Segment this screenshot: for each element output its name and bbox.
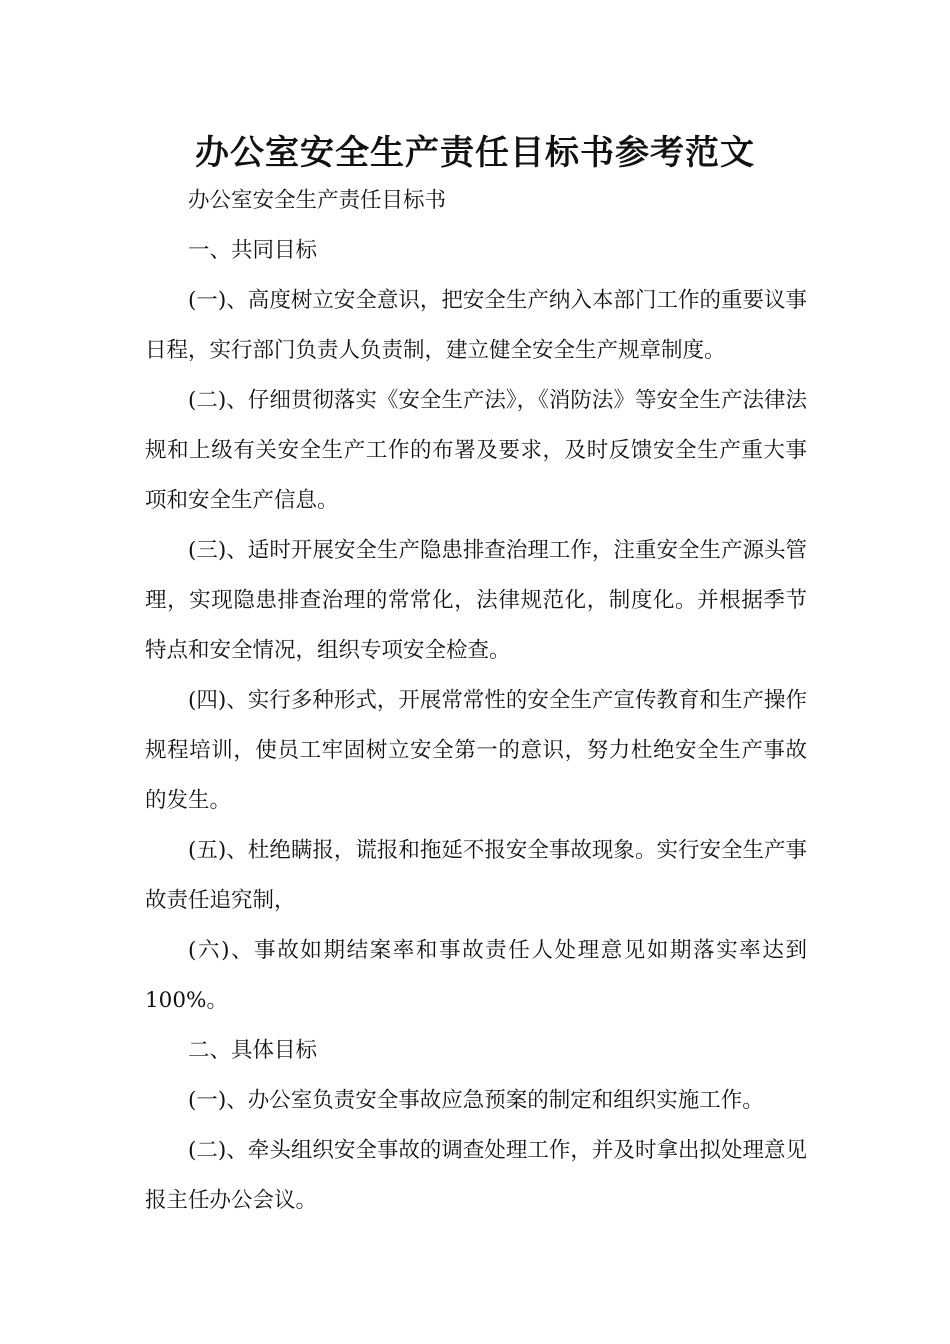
paragraph-common-goal-4: (四)、实行多种形式，开展常常性的安全生产宣传教育和生产操作规程培训，使员工牢固树立安全第一的意识，努力杜绝安全生产事故的发生。 (145, 688, 807, 813)
paragraph-common-goal-2: (二)、仔细贯彻落实《安全生产法》，《消防法》等安全生产法律法规和上级有关安全生产工作的布署及要求，及时反馈安全生产重大事项和安全生产信息。 (145, 388, 807, 513)
document-body (145, 176, 807, 1226)
section-heading-common-goals: 一、共同目标 (188, 238, 318, 263)
section-heading-specific-goals: 二、具体目标 (188, 1038, 318, 1063)
paragraph-common-goal-3: (三)、适时开展安全生产隐患排查治理工作，注重安全生产源头管理，实现隐患排查治理的常常化，法律规范化，制度化。并根据季节特点和安全情况，组织专项安全检查。 (145, 538, 807, 663)
paragraph-specific-goal-1: (一)、办公室负责安全事故应急预案的制定和组织实施工作。 (188, 1088, 764, 1113)
paragraph-common-goal-1: (一)、高度树立安全意识，把安全生产纳入本部门工作的重要议事日程，实行部门负责人负责制，建立健全安全生产规章制度。 (145, 288, 807, 363)
paragraph-common-goal-6: (六)、事故如期结案率和事故责任人处理意见如期落实率达到100%。 (145, 938, 807, 1013)
document-title: 办公室安全生产责任目标书参考范文 (195, 133, 755, 173)
paragraph-common-goal-5: (五)、杜绝瞒报，谎报和拖延不报安全事故现象。实行安全生产事故责任追究制， (145, 838, 807, 913)
paragraph-specific-goal-2: (二)、牵头组织安全事故的调查处理工作，并及时拿出拟处理意见报主任办公会议。 (145, 1138, 807, 1213)
document-subtitle: 办公室安全生产责任目标书 (188, 188, 447, 213)
